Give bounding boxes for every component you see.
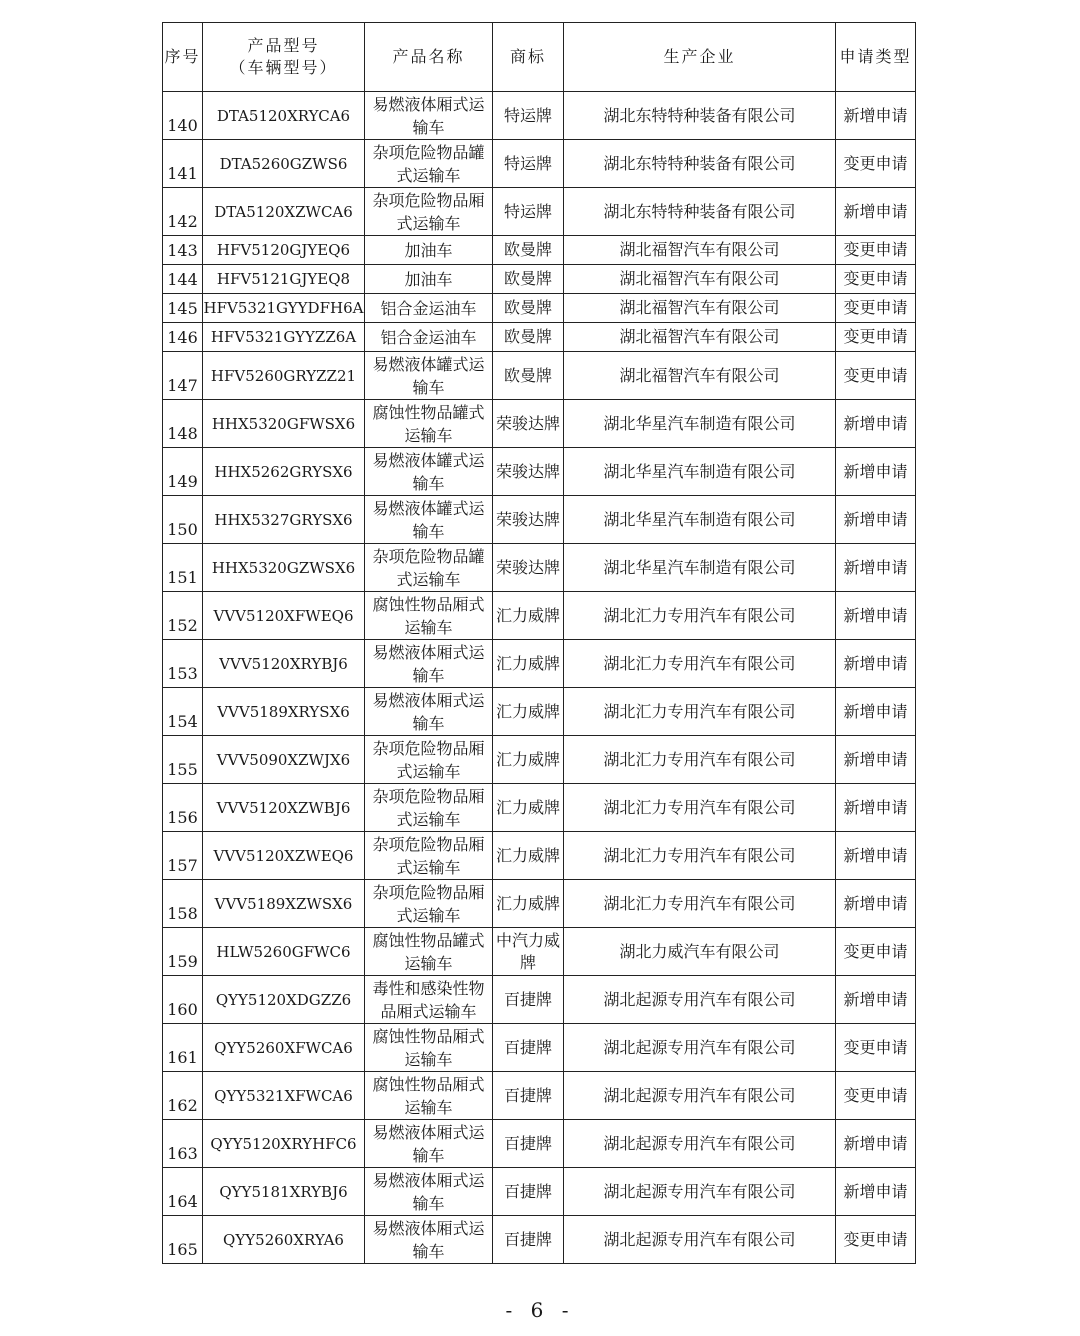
model-cell: QYY5260XRYA6 [203,1216,365,1264]
product-name-cell: 易燃液体罐式运输车 [365,448,493,496]
brand-cell: 欧曼牌 [493,323,564,352]
brand-cell: 汇力威牌 [493,640,564,688]
table-row [163,352,916,400]
seq-cell: 148 [163,400,203,448]
table-row [163,544,916,592]
product-name-cell: 加油车 [365,265,493,294]
manufacturer-cell: 湖北福智汽车有限公司 [564,265,836,294]
product-name-cell: 易燃液体厢式运输车 [365,640,493,688]
brand-cell: 百捷牌 [493,1216,564,1264]
header-type: 申请类型 [836,23,916,92]
header-model-line1: 产品型号 [247,36,320,55]
brand-cell: 汇力威牌 [493,736,564,784]
manufacturer-cell: 湖北起源专用汽车有限公司 [564,1168,836,1216]
seq-cell: 142 [163,188,203,236]
table-row [163,236,916,265]
brand-cell: 百捷牌 [493,976,564,1024]
seq-cell: 146 [163,323,203,352]
header-model-line2: （车辆型号） [229,58,338,77]
application-type-cell: 新增申请 [836,640,916,688]
brand-cell: 荣骏达牌 [493,400,564,448]
manufacturer-cell: 湖北东特特种装备有限公司 [564,140,836,188]
product-name-cell: 易燃液体罐式运输车 [365,496,493,544]
table-row [163,640,916,688]
table-row [163,92,916,140]
table-row [163,400,916,448]
model-cell: HHX5320GZWSX6 [203,544,365,592]
seq-cell: 147 [163,352,203,400]
brand-cell: 欧曼牌 [493,294,564,323]
product-name-cell: 易燃液体厢式运输车 [365,688,493,736]
header-row [163,23,916,92]
table-row [163,294,916,323]
table-row [163,928,916,976]
product-name-cell: 易燃液体厢式运输车 [365,92,493,140]
manufacturer-cell: 湖北福智汽车有限公司 [564,352,836,400]
application-type-cell: 新增申请 [836,592,916,640]
manufacturer-cell: 湖北起源专用汽车有限公司 [564,1216,836,1264]
header-maker: 生产企业 [564,23,836,92]
manufacturer-cell: 湖北福智汽车有限公司 [564,236,836,265]
product-name-cell: 易燃液体厢式运输车 [365,1216,493,1264]
model-cell: QYY5260XFWCA6 [203,1024,365,1072]
brand-cell: 荣骏达牌 [493,496,564,544]
brand-cell: 特运牌 [493,188,564,236]
application-type-cell: 新增申请 [836,880,916,928]
product-name-cell: 杂项危险物品厢式运输车 [365,832,493,880]
table-row [163,784,916,832]
application-type-cell: 新增申请 [836,544,916,592]
model-cell: DTA5120XZWCA6 [203,188,365,236]
application-type-cell: 变更申请 [836,1072,916,1120]
seq-cell: 152 [163,592,203,640]
application-type-cell: 变更申请 [836,265,916,294]
table-row [163,323,916,352]
brand-cell: 汇力威牌 [493,880,564,928]
seq-cell: 162 [163,1072,203,1120]
product-name-cell: 易燃液体罐式运输车 [365,352,493,400]
brand-cell: 汇力威牌 [493,688,564,736]
product-name-cell: 杂项危险物品厢式运输车 [365,736,493,784]
seq-cell: 157 [163,832,203,880]
table-header [163,23,916,92]
application-type-cell: 新增申请 [836,188,916,236]
product-name-cell: 杂项危险物品厢式运输车 [365,188,493,236]
seq-cell: 150 [163,496,203,544]
header-seq: 序号 [163,23,203,92]
manufacturer-cell: 湖北汇力专用汽车有限公司 [564,736,836,784]
manufacturer-cell: 湖北汇力专用汽车有限公司 [564,640,836,688]
manufacturer-cell: 湖北汇力专用汽车有限公司 [564,784,836,832]
table-row [163,1168,916,1216]
application-type-cell: 变更申请 [836,323,916,352]
application-type-cell: 新增申请 [836,976,916,1024]
manufacturer-cell: 湖北东特特种装备有限公司 [564,188,836,236]
product-name-cell: 腐蚀性物品厢式运输车 [365,1072,493,1120]
table-row [163,496,916,544]
model-cell: VVV5120XZWBJ6 [203,784,365,832]
vehicle-product-table [162,22,916,1264]
manufacturer-cell: 湖北起源专用汽车有限公司 [564,1120,836,1168]
model-cell: HHX5327GRYSX6 [203,496,365,544]
seq-cell: 155 [163,736,203,784]
model-cell: QYY5120XDGZZ6 [203,976,365,1024]
table-row [163,832,916,880]
application-type-cell: 新增申请 [836,1120,916,1168]
seq-cell: 160 [163,976,203,1024]
manufacturer-cell: 湖北汇力专用汽车有限公司 [564,880,836,928]
manufacturer-cell: 湖北汇力专用汽车有限公司 [564,592,836,640]
table-row [163,1072,916,1120]
brand-cell: 欧曼牌 [493,236,564,265]
model-cell: VVV5189XRYSX6 [203,688,365,736]
table-row [163,1024,916,1072]
seq-cell: 144 [163,265,203,294]
header-model [203,23,365,92]
brand-cell: 百捷牌 [493,1072,564,1120]
application-type-cell: 新增申请 [836,92,916,140]
seq-cell: 143 [163,236,203,265]
application-type-cell: 新增申请 [836,448,916,496]
model-cell: VVV5090XZWJX6 [203,736,365,784]
product-name-cell: 毒性和感染性物品厢式运输车 [365,976,493,1024]
model-cell: QYY5120XRYHFC6 [203,1120,365,1168]
model-cell: HFV5321GYYDFH6A [203,294,365,323]
seq-cell: 158 [163,880,203,928]
seq-cell: 164 [163,1168,203,1216]
manufacturer-cell: 湖北福智汽车有限公司 [564,294,836,323]
product-name-cell: 易燃液体厢式运输车 [365,1120,493,1168]
model-cell: VVV5120XZWEQ6 [203,832,365,880]
manufacturer-cell: 湖北华星汽车制造有限公司 [564,448,836,496]
seq-cell: 153 [163,640,203,688]
table-row [163,976,916,1024]
brand-cell: 百捷牌 [493,1168,564,1216]
seq-cell: 149 [163,448,203,496]
manufacturer-cell: 湖北华星汽车制造有限公司 [564,400,836,448]
brand-cell: 百捷牌 [493,1024,564,1072]
product-name-cell: 腐蚀性物品罐式运输车 [365,400,493,448]
model-cell: HFV5120GJYEQ6 [203,236,365,265]
seq-cell: 154 [163,688,203,736]
table-row [163,1216,916,1264]
seq-cell: 145 [163,294,203,323]
model-cell: HFV5121GJYEQ8 [203,265,365,294]
table-row [163,1120,916,1168]
model-cell: HFV5260GRYZZ21 [203,352,365,400]
seq-cell: 140 [163,92,203,140]
application-type-cell: 变更申请 [836,928,916,976]
product-name-cell: 腐蚀性物品厢式运输车 [365,592,493,640]
product-name-cell: 铝合金运油车 [365,323,493,352]
brand-cell: 特运牌 [493,92,564,140]
header-name: 产品名称 [365,23,493,92]
model-cell: VVV5120XFWEQ6 [203,592,365,640]
table-row [163,140,916,188]
header-brand: 商标 [493,23,564,92]
table-row [163,265,916,294]
application-type-cell: 变更申请 [836,236,916,265]
model-cell: HHX5320GFWSX6 [203,400,365,448]
model-cell: VVV5120XRYBJ6 [203,640,365,688]
product-name-cell: 加油车 [365,236,493,265]
application-type-cell: 变更申请 [836,1024,916,1072]
model-cell: HLW5260GFWC6 [203,928,365,976]
table-row [163,448,916,496]
seq-cell: 165 [163,1216,203,1264]
brand-cell: 汇力威牌 [493,592,564,640]
manufacturer-cell: 湖北汇力专用汽车有限公司 [564,688,836,736]
product-name-cell: 杂项危险物品厢式运输车 [365,880,493,928]
application-type-cell: 新增申请 [836,832,916,880]
product-name-cell: 杂项危险物品厢式运输车 [365,784,493,832]
brand-cell: 中汽力威牌 [493,928,564,976]
manufacturer-cell: 湖北起源专用汽车有限公司 [564,1072,836,1120]
application-type-cell: 新增申请 [836,1168,916,1216]
product-name-cell: 杂项危险物品罐式运输车 [365,544,493,592]
product-name-cell: 腐蚀性物品厢式运输车 [365,1024,493,1072]
model-cell: HFV5321GYYZZ6A [203,323,365,352]
application-type-cell: 新增申请 [836,400,916,448]
table-row [163,736,916,784]
product-name-cell: 易燃液体厢式运输车 [365,1168,493,1216]
brand-cell: 欧曼牌 [493,352,564,400]
application-type-cell: 变更申请 [836,140,916,188]
manufacturer-cell: 湖北力威汽车有限公司 [564,928,836,976]
product-name-cell: 铝合金运油车 [365,294,493,323]
application-type-cell: 新增申请 [836,784,916,832]
manufacturer-cell: 湖北华星汽车制造有限公司 [564,496,836,544]
manufacturer-cell: 湖北起源专用汽车有限公司 [564,976,836,1024]
brand-cell: 汇力威牌 [493,832,564,880]
brand-cell: 荣骏达牌 [493,448,564,496]
manufacturer-cell: 湖北东特特种装备有限公司 [564,92,836,140]
application-type-cell: 新增申请 [836,736,916,784]
application-type-cell: 新增申请 [836,688,916,736]
model-cell: HHX5262GRYSX6 [203,448,365,496]
page-number: - 6 - [505,1298,575,1322]
application-type-cell: 变更申请 [836,352,916,400]
model-cell: QYY5321XFWCA6 [203,1072,365,1120]
brand-cell: 汇力威牌 [493,784,564,832]
application-type-cell: 新增申请 [836,496,916,544]
table-body [163,92,916,1264]
seq-cell: 156 [163,784,203,832]
manufacturer-cell: 湖北汇力专用汽车有限公司 [564,832,836,880]
brand-cell: 荣骏达牌 [493,544,564,592]
seq-cell: 141 [163,140,203,188]
seq-cell: 151 [163,544,203,592]
product-name-cell: 腐蚀性物品罐式运输车 [365,928,493,976]
manufacturer-cell: 湖北起源专用汽车有限公司 [564,1024,836,1072]
table-row [163,880,916,928]
seq-cell: 161 [163,1024,203,1072]
seq-cell: 163 [163,1120,203,1168]
model-cell: VVV5189XZWSX6 [203,880,365,928]
manufacturer-cell: 湖北福智汽车有限公司 [564,323,836,352]
application-type-cell: 变更申请 [836,294,916,323]
product-name-cell: 杂项危险物品罐式运输车 [365,140,493,188]
seq-cell: 159 [163,928,203,976]
table-row [163,188,916,236]
manufacturer-cell: 湖北华星汽车制造有限公司 [564,544,836,592]
model-cell: QYY5181XRYBJ6 [203,1168,365,1216]
model-cell: DTA5120XRYCA6 [203,92,365,140]
application-type-cell: 变更申请 [836,1216,916,1264]
brand-cell: 欧曼牌 [493,265,564,294]
brand-cell: 特运牌 [493,140,564,188]
table-row [163,592,916,640]
brand-cell: 百捷牌 [493,1120,564,1168]
model-cell: DTA5260GZWS6 [203,140,365,188]
table-row [163,688,916,736]
